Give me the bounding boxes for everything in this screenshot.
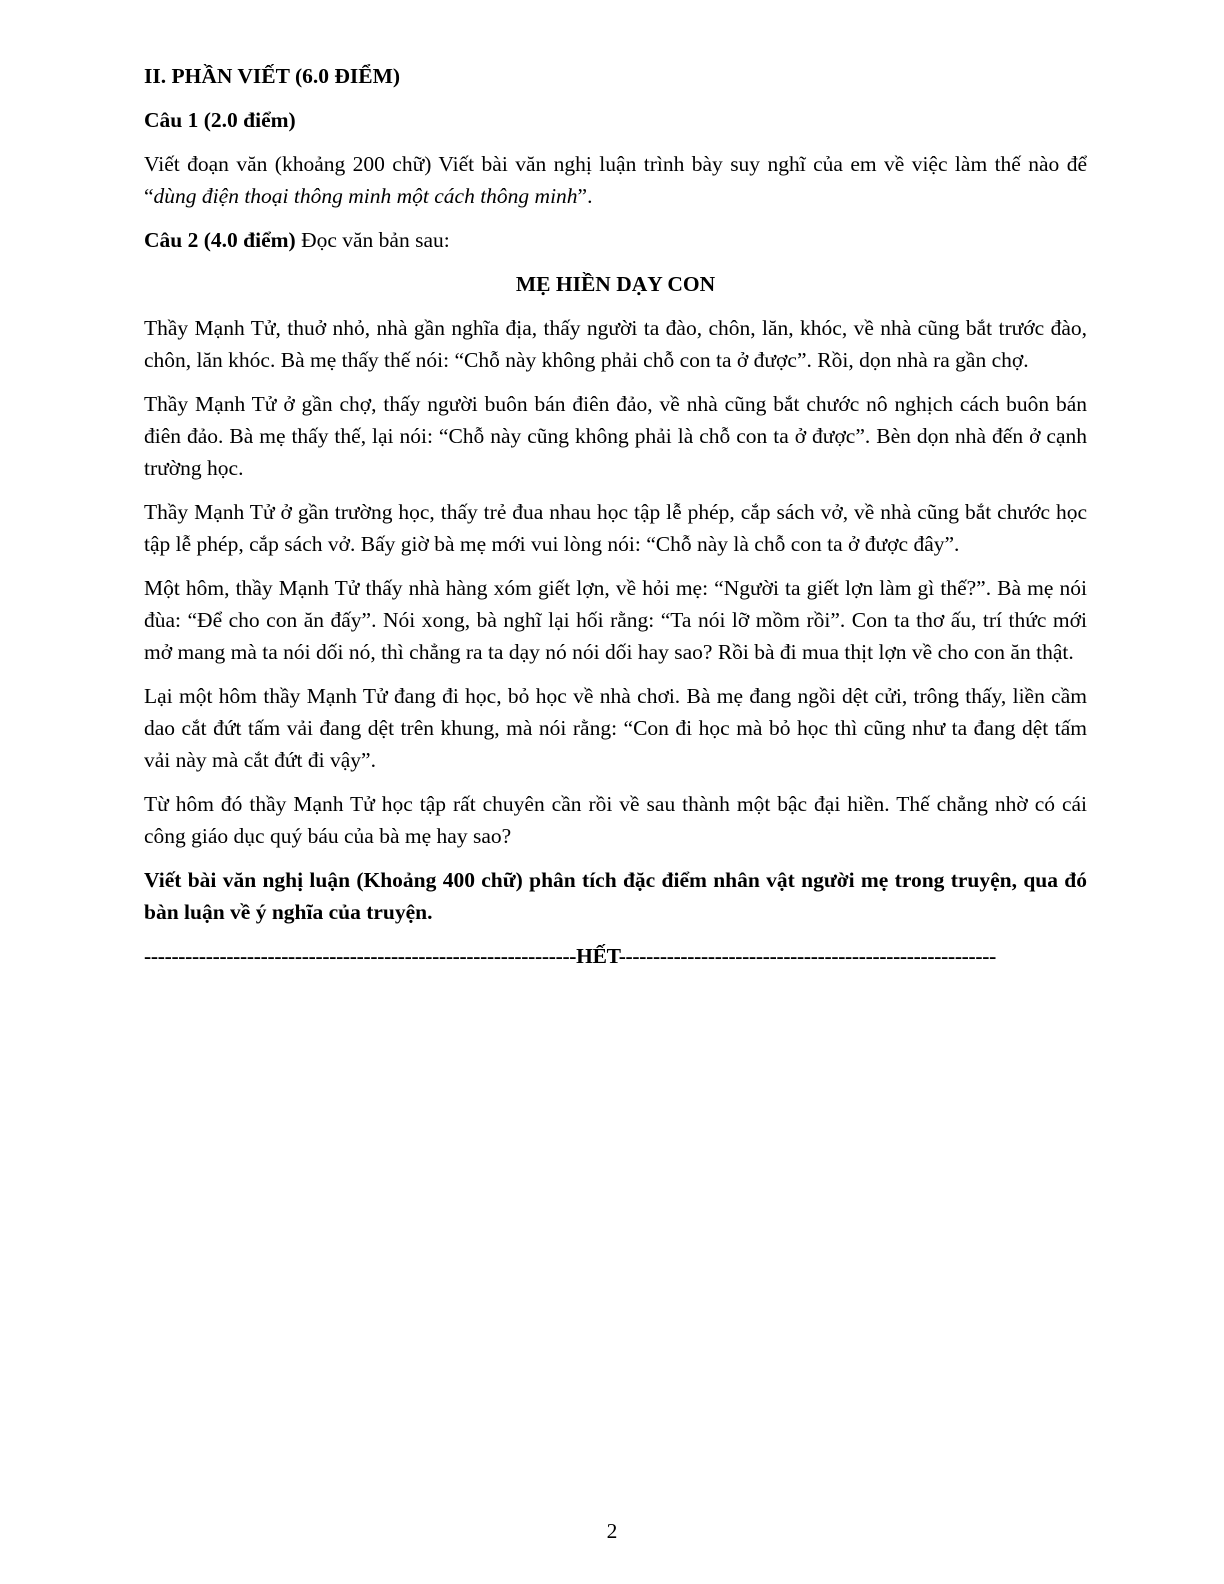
- story-paragraph: Thầy Mạnh Tử ở gần chợ, thấy người buôn bán điên đảo, về nhà cũng bắt chước nô nghịch cách buôn bán điên đảo. Bà mẹ thấy thế, lại nói: “Chỗ này cũng không phải là chỗ con ta ở được”. Bèn dọn nhà đến ở cạnh trường học.: [144, 392, 1087, 480]
- story-paragraph: Một hôm, thầy Mạnh Tử thấy nhà hàng xóm giết lợn, về hỏi mẹ: “Người ta giết lợn làm gì thế?”. Bà mẹ nói đùa: “Để cho con ăn đấy”. Nói xong, bà nghĩ lại hối rằng: “Ta nói lỡ mồm rồi”. Con ta thơ ấu, trí thức mới mở mang mà ta nói dối nó, thì chẳng ra ta dạy nó nói dối hay sao? Rồi bà đi mua thịt lợn về cho con ăn thật.: [144, 576, 1087, 664]
- question-1-text-before: Viết đoạn văn (khoảng 200 chữ) Viết bài văn nghị luận trình bày suy nghĩ của em về việc làm thế nào để “: [144, 152, 1087, 208]
- question-2-label: Câu 2 (4.0 điểm): [144, 228, 296, 252]
- story-title: MẸ HIỀN DẠY CON: [515, 272, 716, 296]
- end-marker: ---------------------------------------------------------------HẾT-------------------------------------------------------: [144, 944, 996, 968]
- story-paragraph: Thầy Mạnh Tử, thuở nhỏ, nhà gần nghĩa địa, thấy người ta đào, chôn, lăn, khóc, về nhà cũng bắt trước đào, chôn, lăn khóc. Bà mẹ thấy thế nói: “Chỗ này không phải chỗ con ta ở được”. Rồi, dọn nhà ra gần chợ.: [144, 316, 1087, 372]
- story-paragraph: Thầy Mạnh Tử ở gần trường học, thấy trẻ đua nhau học tập lễ phép, cắp sách vở, về nhà cũng bắt chước học tập lễ phép, cắp sách vở. Bấy giờ bà mẹ mới vui lòng nói: “Chỗ này là chỗ con ta ở được đây”.: [144, 500, 1087, 556]
- question-2-intro: Đọc văn bản sau:: [295, 228, 450, 252]
- question-2-line: [144, 224, 1087, 256]
- question-1-text-after: ”.: [577, 184, 593, 208]
- part-heading: II. PHẦN VIẾT (6.0 ĐIỂM): [144, 64, 401, 88]
- story-paragraph: Lại một hôm thầy Mạnh Tử đang đi học, bỏ học về nhà chơi. Bà mẹ đang ngồi dệt cửi, trông thấy, liền cầm dao cắt đứt tấm vải đang dệt trên khung, mà nói rằng: “Con đi học mà bỏ học thì cũng như ta đang dệt tấm vải này mà cắt đứt đi vậy”.: [144, 684, 1087, 772]
- page-number: 2: [606, 1519, 618, 1543]
- story-paragraph: Từ hôm đó thầy Mạnh Tử học tập rất chuyên cần rồi về sau thành một bậc đại hiền. Thế chẳng nhờ có cái công giáo dục quý báu của bà mẹ hay sao?: [144, 792, 1087, 848]
- question-1-text-italic: dùng điện thoại thông minh một cách thông minh: [153, 184, 578, 208]
- writing-task: Viết bài văn nghị luận (Khoảng 400 chữ) phân tích đặc điểm nhân vật người mẹ trong truyện, qua đó bàn luận về ý nghĩa của truyện.: [144, 868, 1087, 924]
- exam-page: [144, 60, 1087, 972]
- question-1-text: [144, 148, 1087, 212]
- question-1-label: Câu 1 (2.0 điểm): [144, 108, 296, 132]
